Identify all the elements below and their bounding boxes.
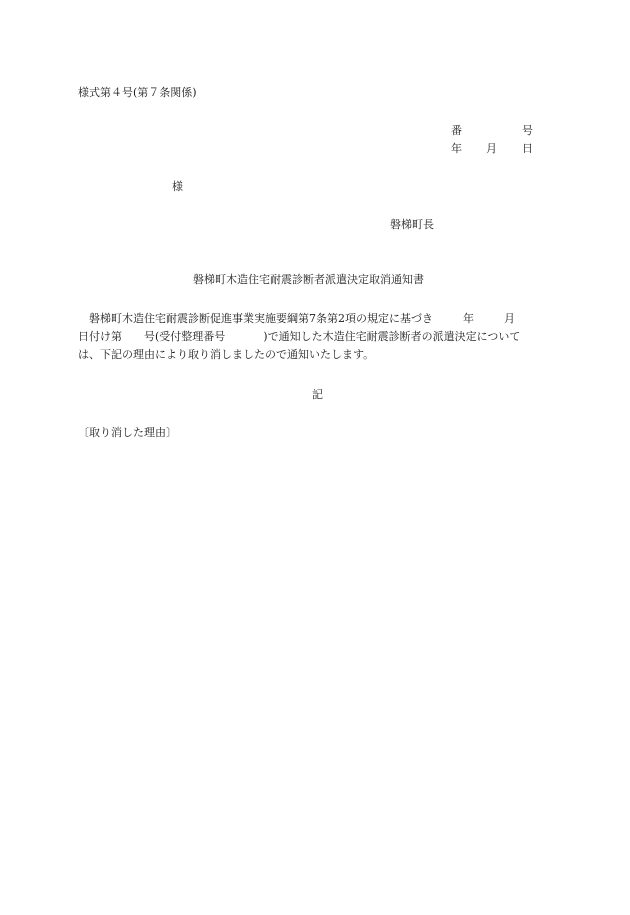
body-paragraph: [78, 310, 558, 364]
body-line-2-text-b: 号(受付整理番号: [144, 330, 226, 343]
body-line-1: [78, 310, 558, 328]
sender-title: 磐梯町長: [390, 218, 434, 231]
body-line-3: は、下記の理由により取り消しましたので通知いたします。: [78, 348, 375, 361]
body-line-2: [78, 328, 558, 346]
body-line-2-text-c: )で通知した木造住宅耐震診断者の派遣決定について: [263, 330, 521, 343]
reason-heading: 〔取り消した理由〕: [78, 426, 177, 439]
body-line-1-year: 年: [463, 312, 474, 325]
body-line-1-month: 月: [504, 312, 515, 325]
ki-heading: 記: [312, 388, 323, 401]
body-line-1-text: 磐梯町木造住宅耐震診断促進事業実施要綱第7条第2項の規定に基づき: [89, 312, 433, 325]
document-number-go: 号: [522, 124, 533, 137]
date-month-label: 月: [486, 142, 497, 155]
date-day-label: 日: [522, 142, 533, 155]
body-line-2-text-a: 日付け第: [78, 330, 122, 343]
form-label: 様式第４号(第７条関係): [78, 86, 197, 99]
date-year-label: 年: [451, 142, 462, 155]
document-title: 磐梯町木造住宅耐震診断者派遣決定取消通知書: [193, 273, 424, 286]
document-number-ban: 番: [451, 124, 462, 137]
addressee-suffix: 様: [172, 180, 183, 193]
